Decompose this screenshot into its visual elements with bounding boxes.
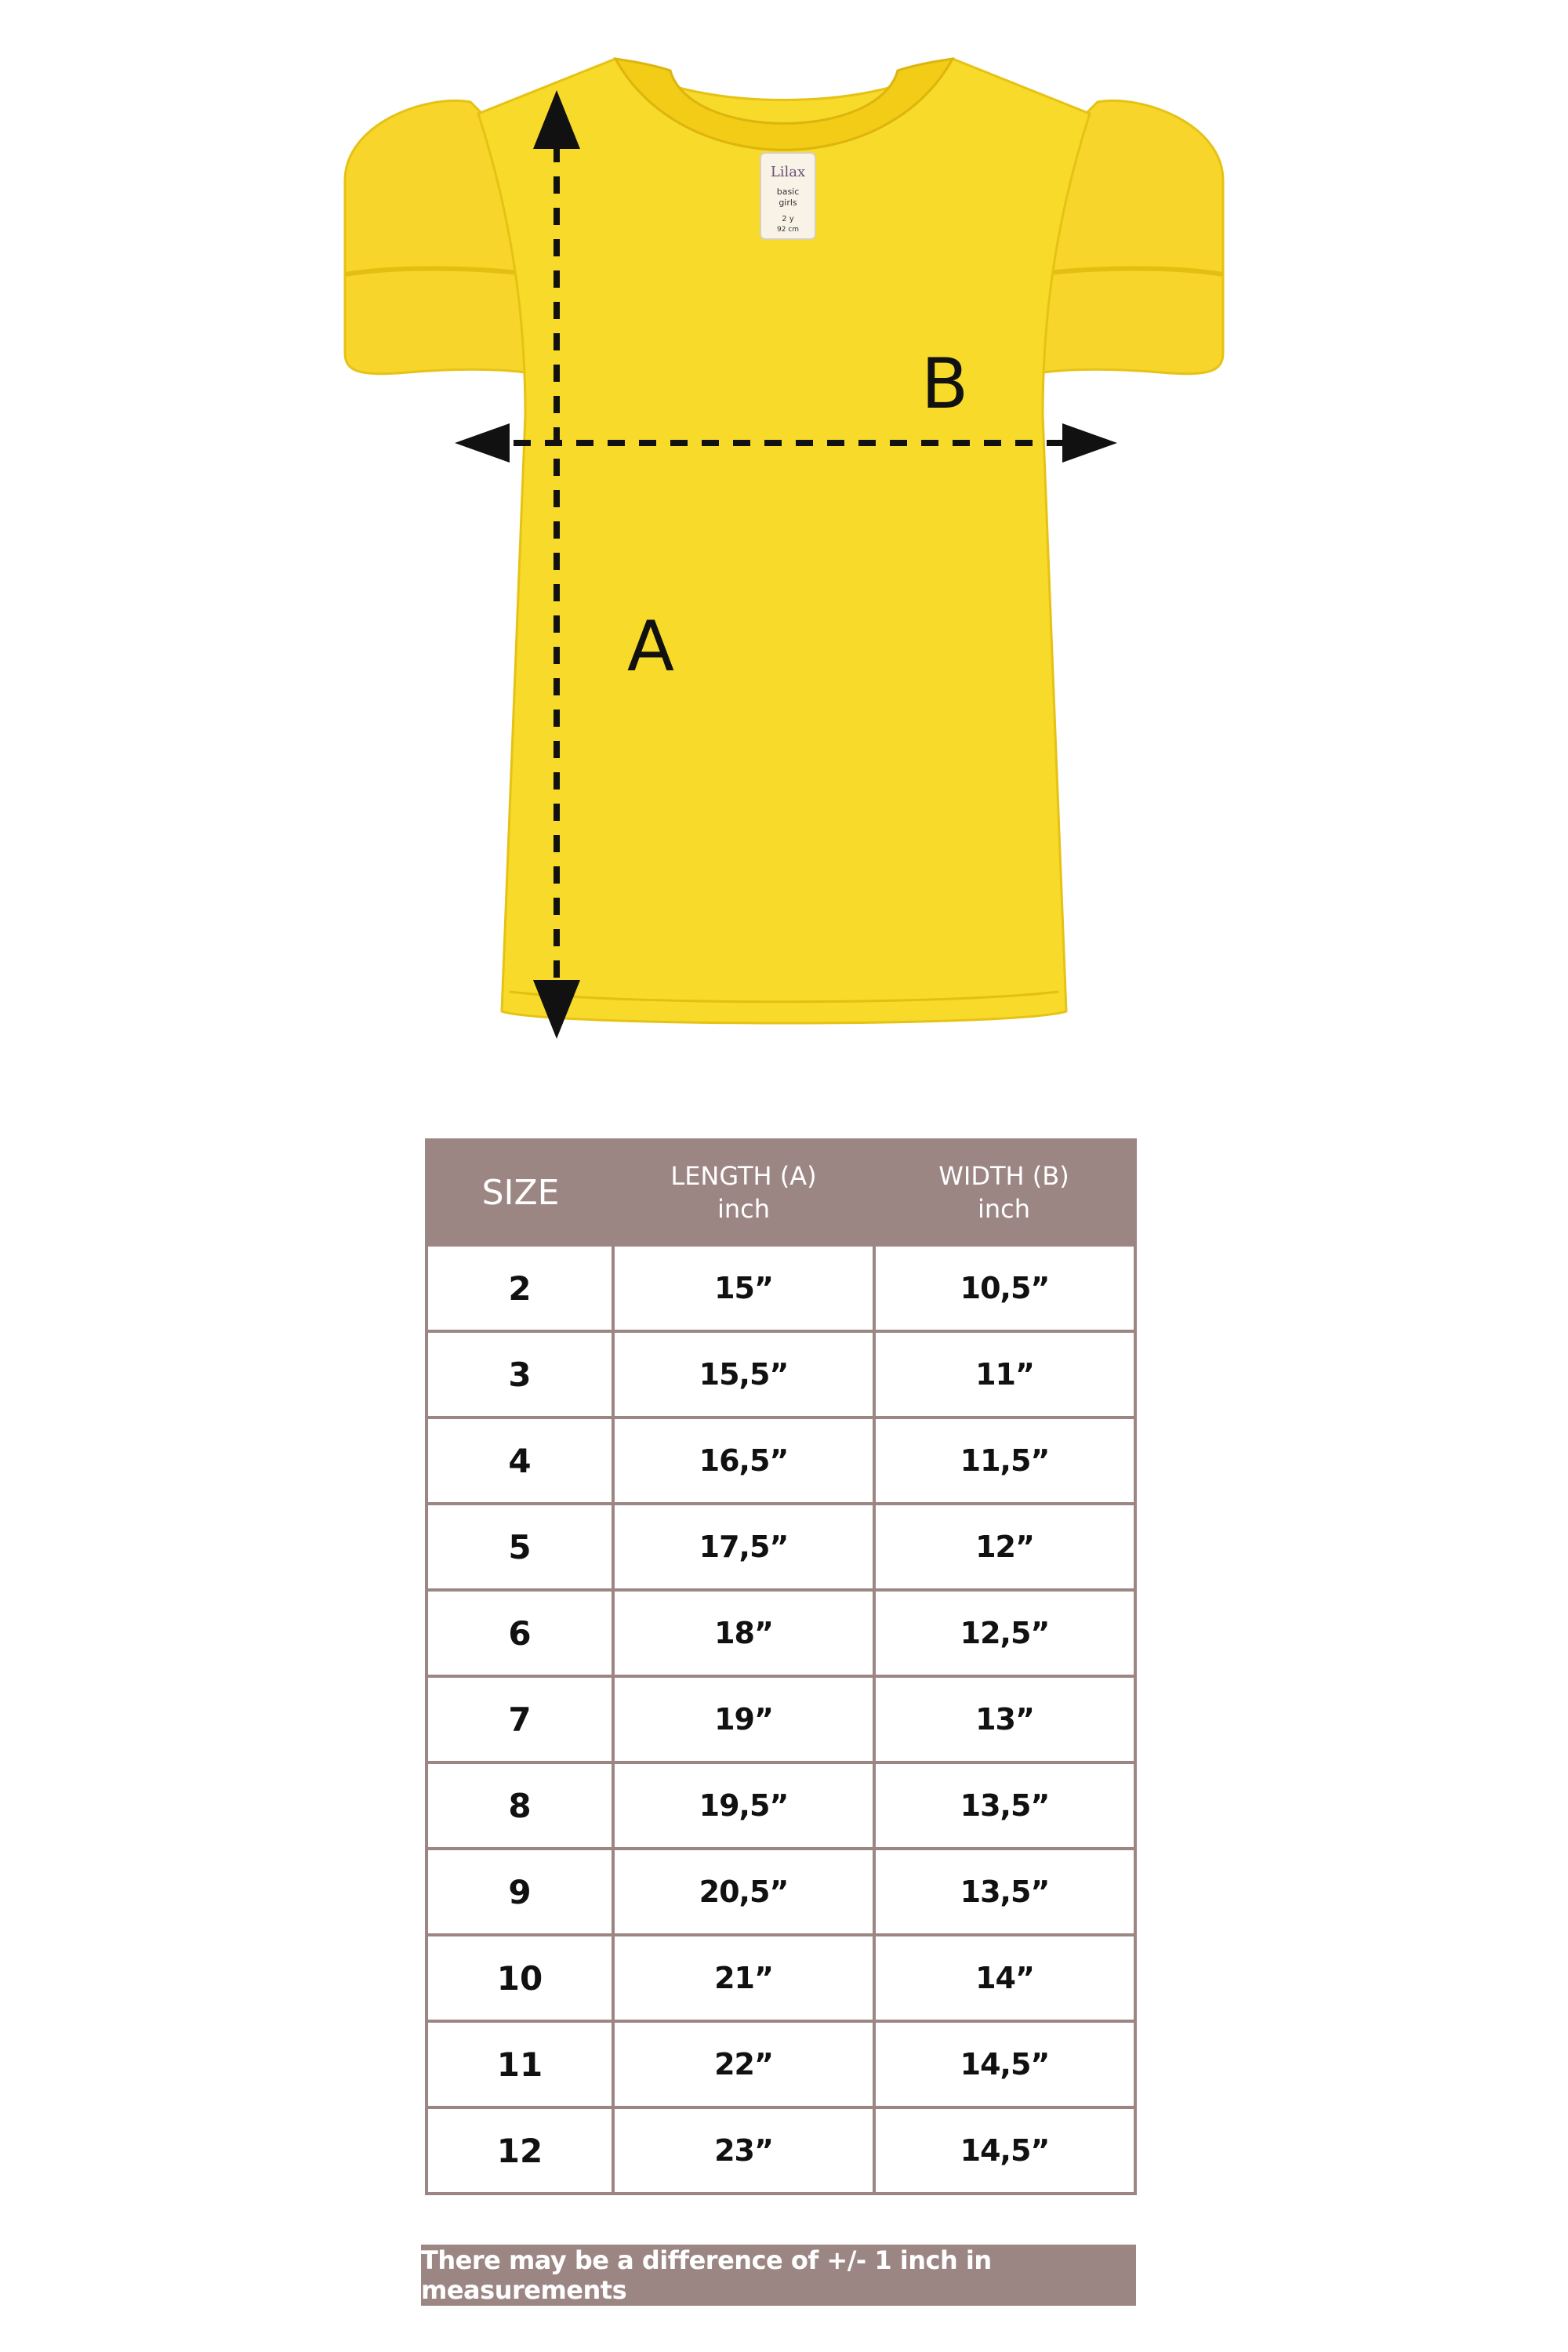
table-row	[426, 1935, 1135, 2021]
width-cell: 13,5”	[874, 1849, 1135, 1935]
length-cell: 19,5”	[613, 1762, 874, 1849]
length-cell: 16,5”	[613, 1417, 874, 1504]
width-cell: 12,5”	[874, 1590, 1135, 1676]
size-cell: 2	[426, 1245, 613, 1331]
length-cell: 19”	[613, 1676, 874, 1762]
length-cell: 22”	[613, 2021, 874, 2107]
size-cell: 10	[426, 1935, 613, 2021]
size-cell: 7	[426, 1676, 613, 1762]
length-cell: 15”	[613, 1245, 874, 1331]
table-row	[426, 2021, 1135, 2107]
table-row	[426, 1504, 1135, 1590]
width-cell: 14,5”	[874, 2107, 1135, 2194]
dimension-a-label: A	[626, 606, 675, 687]
length-cell: 17,5”	[613, 1504, 874, 1590]
width-cell: 14,5”	[874, 2021, 1135, 2107]
width-cell: 14”	[874, 1935, 1135, 2021]
dimension-b-arrow-left	[455, 423, 510, 463]
table-row	[426, 1331, 1135, 1417]
size-cell: 3	[426, 1331, 613, 1417]
table-row	[426, 1245, 1135, 1331]
table-row	[426, 1417, 1135, 1504]
width-cell: 10,5”	[874, 1245, 1135, 1331]
dimension-b-label: B	[920, 343, 969, 424]
table-row	[426, 1762, 1135, 1849]
table-header-row	[426, 1140, 1135, 1245]
size-cell: 4	[426, 1417, 613, 1504]
width-cell: 13,5”	[874, 1762, 1135, 1849]
table-row	[426, 1590, 1135, 1676]
header-length: LENGTH (A) inch	[613, 1140, 874, 1245]
dimension-b-arrow-right	[1062, 423, 1117, 463]
size-cell: 6	[426, 1590, 613, 1676]
length-cell: 23”	[613, 2107, 874, 2194]
label-size: 2 y	[782, 215, 794, 223]
measurement-note: There may be a difference of +/- 1 inch in measurements	[421, 2245, 1136, 2306]
shirt-illustration	[314, 39, 1254, 1074]
table-row	[426, 1676, 1135, 1762]
header-width: WIDTH (B) inch	[874, 1140, 1135, 1245]
width-cell: 11”	[874, 1331, 1135, 1417]
size-cell: 9	[426, 1849, 613, 1935]
table-row	[426, 2107, 1135, 2194]
length-cell: 15,5”	[613, 1331, 874, 1417]
header-size: SIZE	[426, 1140, 613, 1245]
label-line1: basic	[776, 187, 800, 197]
width-cell: 11,5”	[874, 1417, 1135, 1504]
size-chart-table	[425, 1138, 1137, 2195]
length-cell: 20,5”	[613, 1849, 874, 1935]
length-cell: 21”	[613, 1935, 874, 2021]
label-brand: Lilax	[770, 164, 806, 180]
size-cell: 8	[426, 1762, 613, 1849]
size-cell: 12	[426, 2107, 613, 2194]
size-cell: 11	[426, 2021, 613, 2107]
length-cell: 18”	[613, 1590, 874, 1676]
label-line2: girls	[779, 198, 797, 208]
width-cell: 12”	[874, 1504, 1135, 1590]
label-cm: 92 cm	[776, 226, 800, 234]
size-cell: 5	[426, 1504, 613, 1590]
table-row	[426, 1849, 1135, 1935]
width-cell: 13”	[874, 1676, 1135, 1762]
